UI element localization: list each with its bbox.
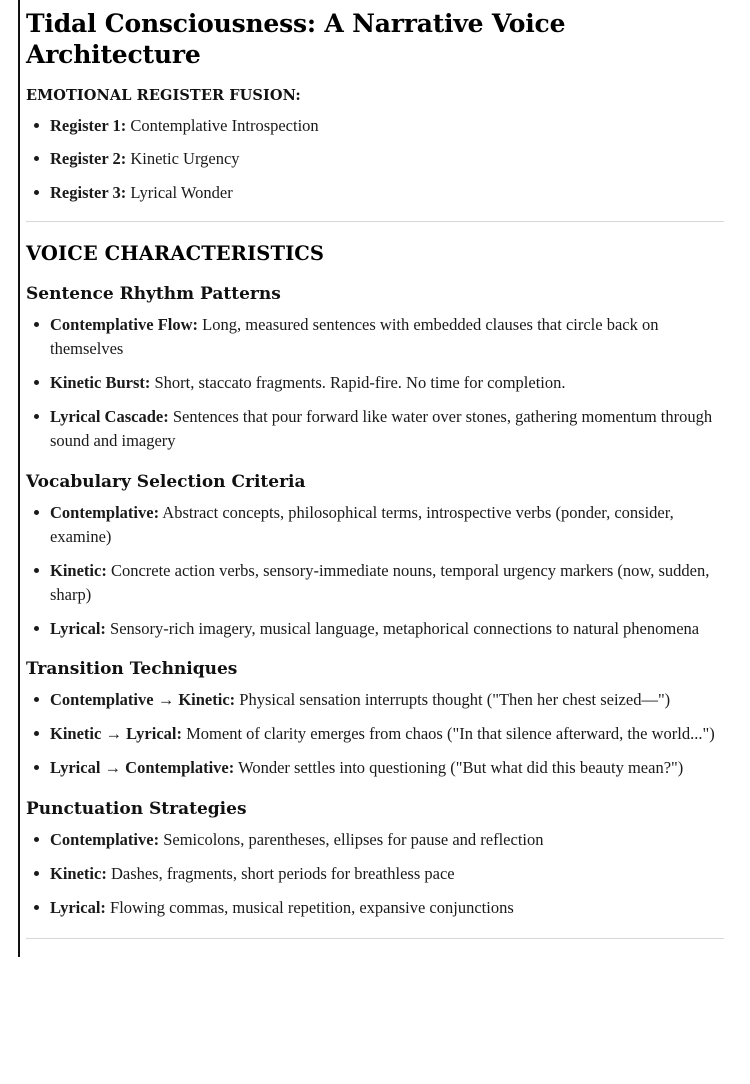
- list-item: [26, 147, 724, 171]
- left-margin-rule: [18, 0, 20, 957]
- page-title: Tidal Consciousness: A Narrative Voice Architecture: [26, 9, 566, 70]
- list-item: [26, 559, 724, 607]
- list-item: [26, 828, 724, 852]
- list-item: [26, 371, 724, 395]
- list-item: [26, 114, 724, 138]
- register-label: Register 2:: [50, 149, 127, 169]
- group-list: [26, 313, 724, 453]
- list-item: [26, 896, 724, 920]
- register-value: Contemplative Introspection: [130, 115, 319, 135]
- item-label: Contemplative:: [50, 830, 160, 850]
- item-text: Semicolons, parentheses, ellipses for pause and reflection: [163, 830, 544, 850]
- item-text: Dashes, fragments, short periods for breathless pace: [110, 864, 455, 884]
- item-text: Physical sensation interrupts thought ("Then her chest seized—"): [239, 690, 671, 710]
- group-list: [26, 688, 724, 780]
- list-item: [26, 501, 724, 549]
- item-text: Wonder settles into questioning ("But what did this beauty mean?"): [238, 758, 684, 778]
- list-item: [26, 688, 724, 712]
- list-item: [26, 181, 724, 205]
- item-label: Lyrical:: [50, 618, 106, 638]
- item-text: Short, staccato fragments. Rapid-fire. No time for completion.: [154, 373, 566, 393]
- item-text: Long, measured sentences with embedded clauses that circle back on themselves: [50, 315, 659, 359]
- item-text: Sentences that pour forward like water over stones, gathering momentum through sound and imagery: [50, 407, 713, 450]
- list-item: [26, 862, 724, 886]
- item-text: Abstract concepts, philosophical terms, introspective verbs (ponder, consider, examine): [50, 502, 674, 546]
- item-label: Lyrical:: [50, 898, 106, 918]
- group-heading: Transition Techniques: [26, 659, 238, 680]
- item-label: Lyrical Cascade:: [50, 407, 169, 427]
- item-label: Kinetic Burst:: [50, 373, 151, 393]
- group-punctuation-strategies: [26, 799, 724, 920]
- item-label: Kinetic:: [50, 864, 107, 884]
- group-heading: Punctuation Strategies: [26, 799, 247, 820]
- list-item: [26, 722, 724, 746]
- register-label: Register 3:: [50, 183, 127, 203]
- register-value: Kinetic Urgency: [130, 149, 240, 169]
- list-item: [26, 756, 724, 780]
- list-item: [26, 617, 724, 641]
- group-heading: Vocabulary Selection Criteria: [26, 471, 306, 492]
- register-label: Register 1:: [50, 115, 127, 135]
- list-item: [26, 405, 724, 453]
- page-bottom-spacer: [26, 939, 724, 957]
- group-vocabulary-selection-criteria: [26, 472, 724, 641]
- item-label: Contemplative:: [50, 502, 160, 522]
- item-label: Kinetic:: [50, 560, 107, 580]
- item-text: Moment of clarity emerges from chaos ("In that silence afterward, the world..."): [186, 724, 715, 744]
- group-list: [26, 501, 724, 641]
- group-heading: Sentence Rhythm Patterns: [26, 284, 281, 305]
- emotional-register-list: [26, 114, 724, 206]
- group-list: [26, 828, 724, 920]
- item-text: Sensory-rich imagery, musical language, metaphorical connections to natural phenomena: [110, 618, 700, 638]
- register-value: Lyrical Wonder: [130, 183, 233, 203]
- group-sentence-rhythm-patterns: [26, 284, 724, 453]
- item-text: Flowing commas, musical repetition, expansive conjunctions: [110, 898, 514, 918]
- section-divider: [26, 221, 724, 222]
- item-label: Contemplative → Kinetic:: [50, 690, 236, 710]
- group-transition-techniques: [26, 659, 724, 780]
- item-label: Contemplative Flow:: [50, 315, 199, 335]
- list-item: [26, 313, 724, 361]
- item-label: Lyrical → Contemplative:: [50, 758, 235, 778]
- voice-characteristics-heading: VOICE CHARACTERISTICS: [26, 242, 325, 266]
- emotional-register-fusion-heading: EMOTIONAL REGISTER FUSION:: [26, 86, 301, 104]
- item-text: Concrete action verbs, sensory-immediate nouns, temporal urgency markers (now, sudden, sharp): [50, 560, 710, 604]
- item-label: Kinetic → Lyrical:: [50, 724, 182, 744]
